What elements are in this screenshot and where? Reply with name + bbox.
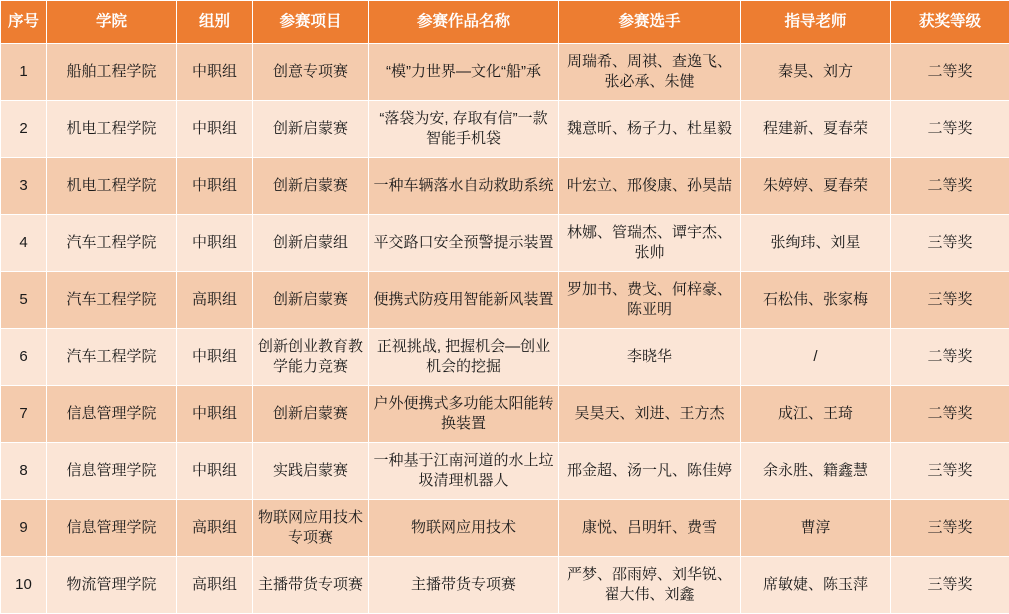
cell-players: 叶宏立、邢俊康、孙昊喆 — [559, 158, 741, 215]
cell-group: 高职组 — [177, 557, 253, 614]
column-header-award-level: 获奖等级 — [891, 1, 1009, 44]
cell-players: 罗加书、费戈、何梓豪、陈亚明 — [559, 272, 741, 329]
cell-project: 实践启蒙赛 — [253, 443, 369, 500]
cell-work-name: 平交路口安全预警提示装置 — [369, 215, 559, 272]
cell-seq: 7 — [1, 386, 47, 443]
cell-project: 创新启蒙赛 — [253, 386, 369, 443]
table-row — [1, 329, 1009, 386]
cell-group: 中职组 — [177, 101, 253, 158]
column-header-players: 参赛选手 — [559, 1, 741, 44]
table-header — [1, 1, 1009, 44]
cell-seq: 4 — [1, 215, 47, 272]
cell-teachers: 程建新、夏春荣 — [741, 101, 891, 158]
cell-project: 主播带货专项赛 — [253, 557, 369, 614]
cell-seq: 6 — [1, 329, 47, 386]
cell-teachers: 成江、王琦 — [741, 386, 891, 443]
cell-project: 创新启蒙赛 — [253, 158, 369, 215]
cell-college: 信息管理学院 — [47, 500, 177, 557]
cell-players: 魏意昕、杨子力、杜星毅 — [559, 101, 741, 158]
cell-college: 机电工程学院 — [47, 158, 177, 215]
table-row — [1, 215, 1009, 272]
cell-college: 船舶工程学院 — [47, 44, 177, 101]
cell-award-level: 二等奖 — [891, 329, 1009, 386]
cell-award-level: 二等奖 — [891, 386, 1009, 443]
table-row — [1, 500, 1009, 557]
cell-seq: 2 — [1, 101, 47, 158]
cell-group: 中职组 — [177, 215, 253, 272]
cell-players: 周瑞希、周祺、查逸飞、张必承、朱健 — [559, 44, 741, 101]
cell-group: 高职组 — [177, 272, 253, 329]
cell-players: 李晓华 — [559, 329, 741, 386]
cell-teachers: 曹淳 — [741, 500, 891, 557]
cell-group: 中职组 — [177, 386, 253, 443]
cell-college: 机电工程学院 — [47, 101, 177, 158]
cell-award-level: 二等奖 — [891, 44, 1009, 101]
cell-work-name: 物联网应用技术 — [369, 500, 559, 557]
table-row — [1, 101, 1009, 158]
cell-work-name: 便携式防疫用智能新风装置 — [369, 272, 559, 329]
cell-teachers: / — [741, 329, 891, 386]
cell-group: 中职组 — [177, 443, 253, 500]
table-header-row — [1, 1, 1009, 44]
cell-work-name: 户外便携式多功能太阳能转换装置 — [369, 386, 559, 443]
cell-seq: 5 — [1, 272, 47, 329]
cell-work-name: “落袋为安, 存取有信”一款智能手机袋 — [369, 101, 559, 158]
cell-teachers: 朱婷婷、夏春荣 — [741, 158, 891, 215]
table-row — [1, 44, 1009, 101]
table-row — [1, 386, 1009, 443]
cell-award-level: 三等奖 — [891, 443, 1009, 500]
cell-project: 创新启蒙组 — [253, 215, 369, 272]
table-row — [1, 272, 1009, 329]
cell-players: 邢金超、汤一凡、陈佳婷 — [559, 443, 741, 500]
cell-work-name: “模”力世界—文化“船”承 — [369, 44, 559, 101]
cell-college: 汽车工程学院 — [47, 215, 177, 272]
cell-seq: 1 — [1, 44, 47, 101]
cell-work-name: 正视挑战, 把握机会—创业机会的挖掘 — [369, 329, 559, 386]
cell-award-level: 三等奖 — [891, 500, 1009, 557]
cell-award-level: 三等奖 — [891, 272, 1009, 329]
cell-award-level: 三等奖 — [891, 557, 1009, 614]
cell-players: 林娜、管瑞杰、谭宇杰、张帅 — [559, 215, 741, 272]
cell-project: 创意专项赛 — [253, 44, 369, 101]
column-header-teachers: 指导老师 — [741, 1, 891, 44]
cell-award-level: 三等奖 — [891, 215, 1009, 272]
cell-project: 创新创业教育教学能力竞赛 — [253, 329, 369, 386]
cell-teachers: 秦昊、刘方 — [741, 44, 891, 101]
cell-award-level: 二等奖 — [891, 158, 1009, 215]
cell-project: 创新启蒙赛 — [253, 272, 369, 329]
cell-players: 康悦、吕明轩、费雪 — [559, 500, 741, 557]
cell-players: 吴昊天、刘进、王方杰 — [559, 386, 741, 443]
cell-group: 中职组 — [177, 158, 253, 215]
table-row — [1, 443, 1009, 500]
cell-group: 中职组 — [177, 44, 253, 101]
cell-teachers: 石松伟、张家梅 — [741, 272, 891, 329]
column-header-seq: 序号 — [1, 1, 47, 44]
cell-college: 信息管理学院 — [47, 386, 177, 443]
cell-award-level: 二等奖 — [891, 101, 1009, 158]
cell-group: 中职组 — [177, 329, 253, 386]
column-header-project: 参赛项目 — [253, 1, 369, 44]
cell-seq: 9 — [1, 500, 47, 557]
cell-seq: 8 — [1, 443, 47, 500]
cell-seq: 10 — [1, 557, 47, 614]
column-header-work-name: 参赛作品名称 — [369, 1, 559, 44]
cell-work-name: 主播带货专项赛 — [369, 557, 559, 614]
cell-teachers: 余永胜、籍鑫慧 — [741, 443, 891, 500]
cell-work-name: 一种基于江南河道的水上垃圾清理机器人 — [369, 443, 559, 500]
table-row — [1, 158, 1009, 215]
column-header-college: 学院 — [47, 1, 177, 44]
cell-players: 严梦、邵雨婷、刘华锐、翟大伟、刘鑫 — [559, 557, 741, 614]
cell-seq: 3 — [1, 158, 47, 215]
cell-college: 汽车工程学院 — [47, 272, 177, 329]
cell-college: 物流管理学院 — [47, 557, 177, 614]
table-row — [1, 557, 1009, 614]
cell-teachers: 张绚玮、刘星 — [741, 215, 891, 272]
table-body — [1, 44, 1009, 614]
cell-college: 汽车工程学院 — [47, 329, 177, 386]
cell-project: 创新启蒙赛 — [253, 101, 369, 158]
cell-work-name: 一种车辆落水自动救助系统 — [369, 158, 559, 215]
column-header-group: 组别 — [177, 1, 253, 44]
cell-group: 高职组 — [177, 500, 253, 557]
cell-college: 信息管理学院 — [47, 443, 177, 500]
cell-project: 物联网应用技术专项赛 — [253, 500, 369, 557]
cell-teachers: 席敏婕、陈玉萍 — [741, 557, 891, 614]
